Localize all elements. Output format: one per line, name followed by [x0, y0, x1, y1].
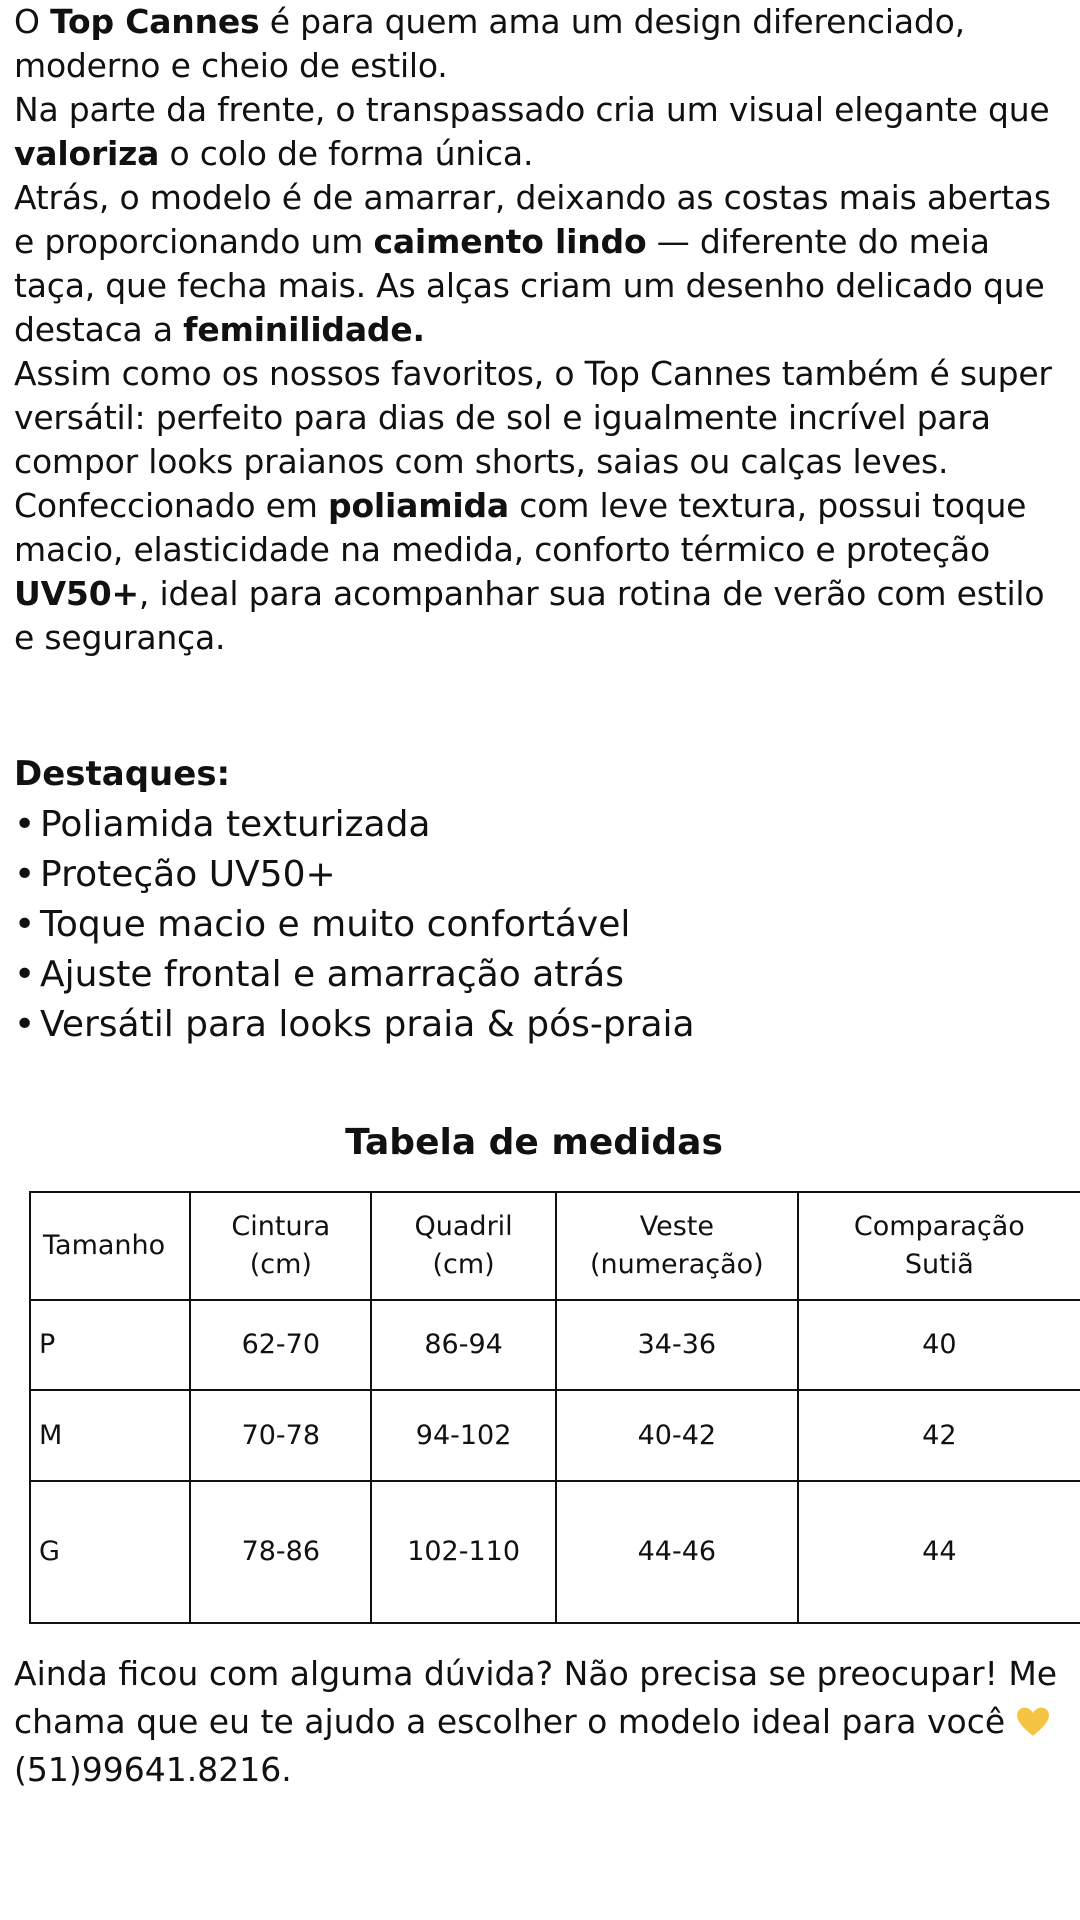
header-hip: Quadril (cm) [371, 1192, 556, 1300]
table-cell: 62-70 [190, 1300, 371, 1390]
header-size: Tamanho [30, 1192, 190, 1300]
table-cell: 44-46 [556, 1481, 798, 1623]
highlights-title: Destaques: [14, 754, 231, 794]
intro-paragraph-5: Confeccionado em poliamida com leve textura, possui toque macio, elasticidade na medida, conforto térmico e proteção UV50+, ideal para acompanhar sua rotina de verão com estilo e segurança. [14, 486, 1045, 657]
list-item: • Toque macio e muito confortável [14, 900, 695, 950]
size-table [29, 1191, 1080, 1624]
table-cell: P [30, 1300, 190, 1390]
list-item: • Versátil para looks praia & pós-praia [14, 1000, 695, 1050]
header-waist: Cintura (cm) [190, 1192, 371, 1300]
yellow-heart-icon [1016, 1706, 1050, 1738]
table-cell: 70-78 [190, 1390, 371, 1481]
contact-message: Ainda ficou com alguma dúvida? Não precisa se preocupar! Me chama que eu te ajudo a escolher o modelo ideal para você (51)99641.8216. [14, 1654, 1058, 1789]
table-cell: 94-102 [371, 1390, 556, 1481]
table-cell: G [30, 1481, 190, 1623]
table-row [30, 1481, 1080, 1623]
header-bra-comparison: Comparação Sutiã [798, 1192, 1080, 1300]
intro-paragraph-1: O Top Cannes é para quem ama um design diferenciado, moderno e cheio de estilo. [14, 2, 965, 85]
highlights-list [14, 800, 695, 1050]
list-item: • Proteção UV50+ [14, 850, 695, 900]
table-header-row [30, 1192, 1080, 1300]
product-name: Top Cannes [50, 2, 260, 41]
table-row [30, 1300, 1080, 1390]
intro-paragraph-4: Assim como os nossos favoritos, o Top Cannes também é super versátil: perfeito para dias de sol e igualmente incrível para compor looks praianos com shorts, saias ou calças leves. [14, 354, 1052, 481]
bullet-icon: • [14, 804, 36, 845]
table-row [30, 1390, 1080, 1481]
table-cell: 42 [798, 1390, 1080, 1481]
table-cell: 78-86 [190, 1481, 371, 1623]
list-item: • Poliamida texturizada [14, 800, 695, 850]
list-item: • Ajuste frontal e amarração atrás [14, 950, 695, 1000]
table-cell: 86-94 [371, 1300, 556, 1390]
table-cell: 102-110 [371, 1481, 556, 1623]
table-cell: 34-36 [556, 1300, 798, 1390]
header-dress-size: Veste (numeração) [556, 1192, 798, 1300]
bullet-icon: • [14, 854, 36, 895]
table-cell: M [30, 1390, 190, 1481]
bullet-icon: • [14, 1004, 36, 1045]
intro-paragraph-3: Atrás, o modelo é de amarrar, deixando as costas mais abertas e proporcionando um caimento lindo — diferente do meia taça, que fecha mais. As alças criam um desenho delicado que destaca a feminilidade. [14, 178, 1051, 349]
table-cell: 40-42 [556, 1390, 798, 1481]
table-cell: 44 [798, 1481, 1080, 1623]
table-cell: 40 [798, 1300, 1080, 1390]
product-description [14, 0, 1074, 660]
size-table-title: Tabela de medidas [345, 1122, 723, 1163]
phone-number: (51)99641.8216. [14, 1750, 292, 1789]
bullet-icon: • [14, 904, 36, 945]
bullet-icon: • [14, 954, 36, 995]
intro-paragraph-2: Na parte da frente, o transpassado cria um visual elegante que valoriza o colo de forma única. [14, 90, 1050, 173]
